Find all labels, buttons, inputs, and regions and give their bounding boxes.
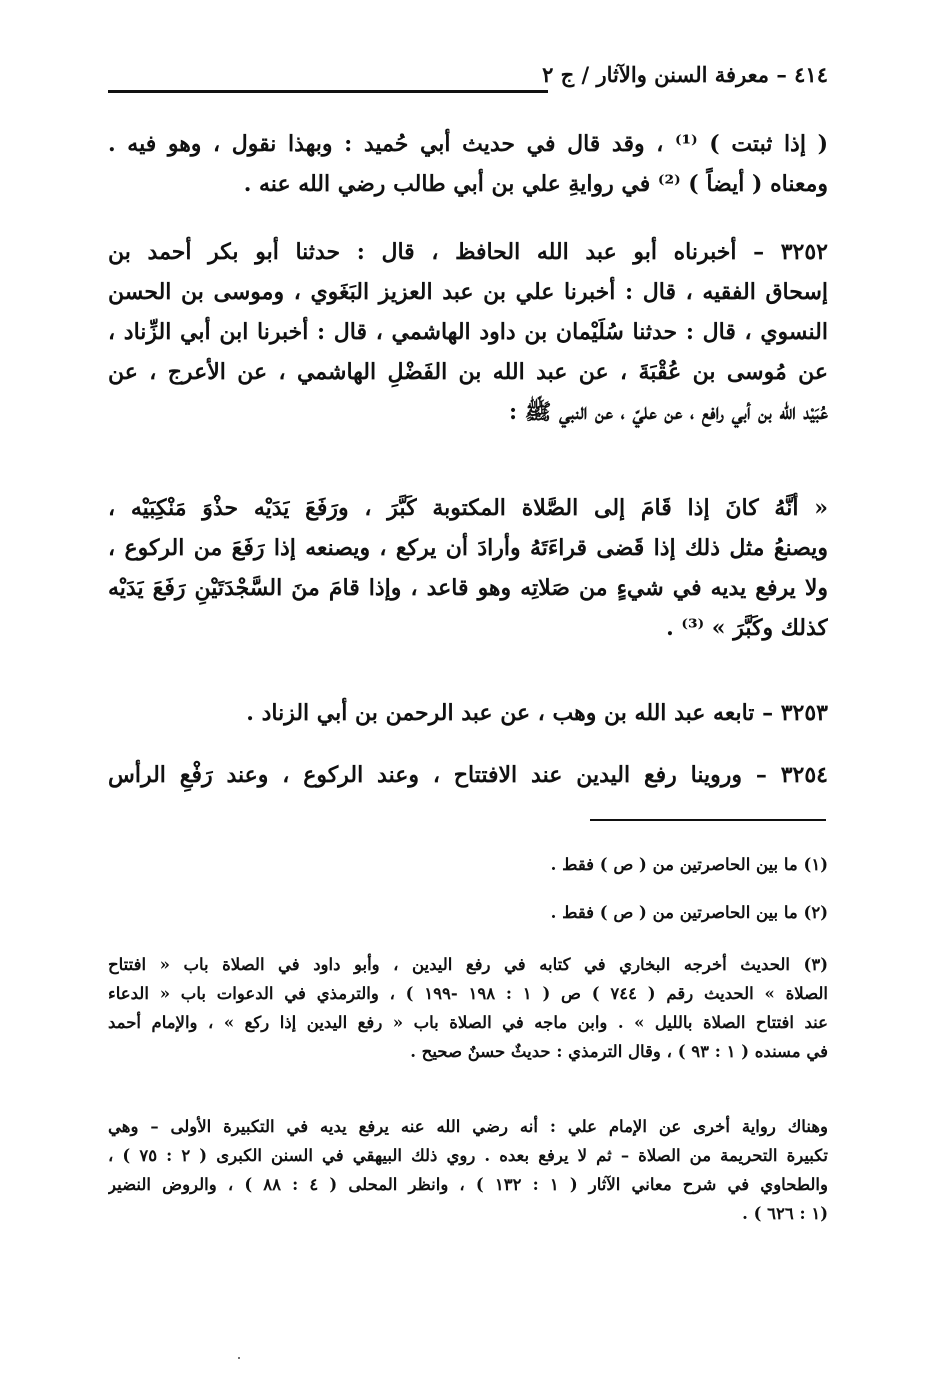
footnote-line: الصلاة » الحديث رقم ( ٧٤٤ ) ص ( ١ : ١٩٨ -١٩٩ ) ، والترمذي في الدعوات باب « الدعاء	[108, 984, 828, 1003]
footnote-2	[108, 898, 828, 927]
footnote-line: (١) ما بين الحاصرتين من ( ص ) فقط .	[550, 855, 828, 874]
page-header	[108, 62, 828, 98]
paragraph-3252	[108, 232, 828, 432]
text-line: كذلك وكَبَّرَ » ⁽³⁾ .	[666, 615, 828, 641]
text-line: إسحاق الفقيه ، قال : أخبرنا علي بن عبد العزيز البَغَوي ، وموسى بن الحسن	[108, 279, 828, 305]
footnote-line: وهناك رواية أخرى عن الإمام علي : أنه رضي الله عنه يرفع يديه في التكبيرة الأولى – وهي	[108, 1117, 828, 1136]
footnote-line: (٢) ما بين الحاصرتين من ( ص ) فقط .	[550, 903, 828, 922]
text-line: ومعناه ( أيضاً ) ⁽²⁾ في روايةِ علي بن أبي طالب رضي الله عنه .	[243, 171, 828, 197]
footnote-line: تكبيرة التحريمة من الصلاة – ثم لا يرفع بعده . روي ذلك البيهقي في السنن الكبرى ( ٢ : ٧٥ ) ،	[108, 1146, 828, 1165]
text-line: ( إذا ثبتت ) ⁽¹⁾ ، وقد قال في حديث أبي حُميد : وبهذا نقول ، وهو فيه .	[108, 131, 828, 157]
header-rule	[108, 90, 548, 93]
text-line: عن مُوسى بن عُقْبَةَ ، عن عبد الله بن الفَضْلِ الهاشمي ، عن الأعرج ، عن	[108, 359, 828, 385]
scan-speck	[238, 1357, 240, 1359]
footnote-line: (٣) الحديث أخرجه البخاري في كتابه في رفع اليدين ، وأبو داود في الصلاة باب « افتتاح	[108, 955, 828, 974]
text-line: النسوي ، قال : حدثنا سُلَيْمان بن داود الهاشمي ، قال : أخبرنا ابن أبي الزِّناد ،	[108, 319, 828, 345]
paragraph-hadith	[108, 488, 828, 648]
text-line: ولا يرفع يديه في شيءٍ من صَلاتِه وهو قاعد ، وإذا قامَ منَ السَّجْدَتَيْنِ رَفَعَ يَدَيْه	[108, 575, 828, 601]
footnote-line: (١ : ٦٢٦ ) .	[742, 1204, 828, 1223]
text-line: ويصنعُ مثل ذلك إذا قَضى قراءَتَهُ وأرادَ أن يركع ، ويصنعه إذا رَفَعَ من الركوع ،	[108, 535, 828, 561]
footnote-line: والطحاوي في شرح معاني الآثار ( ١ : ١٣٢ ) ، وانظر المحلى ( ٤ : ٨٨ ) ، والروض النضير	[108, 1175, 828, 1194]
text-line: « أنَّهُ كانَ إذا قَامَ إلى الصَّلاة المكتوبة كَبَّرَ ، ورَفَعَ يَدَيْه حذْوَ مَنْكِبَيْه ،	[108, 495, 828, 521]
paragraph-intro	[108, 124, 828, 204]
footnote-line: عند افتتاح الصلاة بالليل » . وابن ماجه في الصلاة باب « رفع اليدين إذا ركع » ، والإمام أحمد	[108, 1013, 828, 1032]
running-title: ٤١٤ – معرفة السنن والآثار / ج ٢	[542, 62, 828, 87]
text-line: ٣٢٥٤ – وروينا رفع اليدين عند الافتتاح ، وعند الركوع ، وعند رَفْعِ الرأس	[108, 762, 828, 788]
footnote-3	[108, 950, 828, 1066]
footnote-line: في مسنده ( ١ : ٩٣ ) ، وقال الترمذي : حديثٌ حسنٌ صحيح .	[410, 1042, 828, 1061]
text-line: عُبَيْد الله بن أبي رافع ، عن عليّ ، عن النبي ﷺ :	[508, 399, 828, 425]
text-line: ٣٢٥٣ – تابعه عبد الله بن وهب ، عن عبد الرحمن بن أبي الزناد .	[246, 700, 828, 726]
footnote-separator	[590, 819, 826, 821]
footnote-3-continuation	[108, 1112, 828, 1228]
paragraph-3253	[108, 693, 828, 733]
footnote-1	[108, 850, 828, 879]
paragraph-3254	[108, 755, 828, 795]
text-line: ٣٢٥٢ – أخبرناه أبو عبد الله الحافظ ، قال : حدثنا أبو بكر أحمد بن	[108, 239, 828, 265]
